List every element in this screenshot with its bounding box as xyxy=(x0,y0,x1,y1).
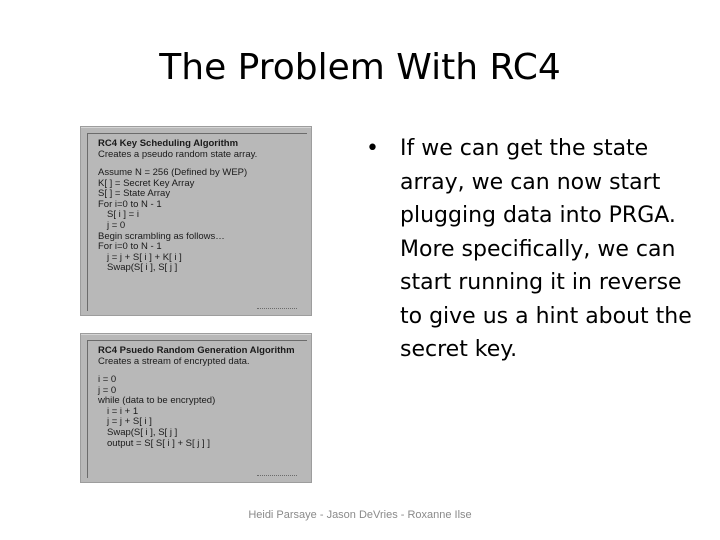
slide-title: The Problem With RC4 xyxy=(159,47,561,88)
prga-code-panel xyxy=(87,340,307,478)
prga-code-image xyxy=(80,333,312,483)
prga-code-line: while (data to be encrypted) xyxy=(98,395,216,407)
ksa-code-line: For i=0 to N - 1 xyxy=(98,241,162,253)
ksa-code-line: K[ ] = Secret Key Array xyxy=(98,177,195,189)
ksa-code-line: Assume N = 256 (Defined by WEP) xyxy=(98,167,248,178)
prga-code-line: j = j + S[ i ] xyxy=(107,416,152,428)
bullet-text: If we can get the state array, we can now start plugging data into PRGA. More specifically, we can start running it in reverse to give us a hint about the secret key. xyxy=(400,136,692,362)
prga-code-line: output = S[ S[ i ] + S[ j ] ] xyxy=(107,437,210,449)
prga-code-line: i = i + 1 xyxy=(107,405,139,417)
ksa-code-line: S[ i ] = i xyxy=(107,209,139,221)
prga-subtitle: Creates a stream of encrypted data. xyxy=(98,356,250,367)
ksa-code-image xyxy=(80,126,312,316)
ksa-code-panel xyxy=(87,133,307,311)
prga-title: RC4 Psuedo Random Generation Algorithm xyxy=(98,345,295,356)
bullet-marker: • xyxy=(366,136,379,161)
prga-code-line: Swap(S[ i ], S[ j ] xyxy=(107,426,178,438)
ksa-code-line: j = j + S[ i ] + K[ i ] xyxy=(107,251,182,263)
prga-code-line: i = 0 xyxy=(98,374,117,385)
ksa-title: RC4 Key Scheduling Algorithm xyxy=(98,138,239,149)
ksa-code-line: Begin scrambling as follows… xyxy=(98,230,225,242)
slide-footer: Heidi Parsaye - Jason DeVries - Roxanne Ilse xyxy=(248,509,472,521)
ksa-code-line: For i=0 to N - 1 xyxy=(98,198,162,210)
ksa-subtitle: Creates a pseudo random state array. xyxy=(98,149,258,160)
bullet-point xyxy=(366,132,696,367)
ksa-code-line: S[ ] = State Array xyxy=(98,188,171,200)
ksa-code-line: j = 0 xyxy=(107,219,126,231)
ksa-code-line: Swap(S[ i ], S[ j ] xyxy=(107,262,178,274)
prga-code-line: j = 0 xyxy=(98,384,117,396)
